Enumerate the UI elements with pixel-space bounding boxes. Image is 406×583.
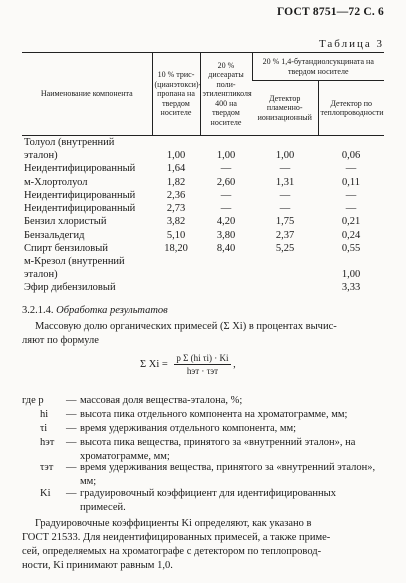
intro-line-2: ляют по формуле (22, 335, 99, 346)
value-c2: — (220, 189, 232, 201)
value-c4: 0,55 (341, 243, 361, 255)
value-c1: 2,36 (166, 189, 186, 201)
value-c2: 8,40 (216, 243, 236, 255)
value-c2: 1,00 (216, 150, 236, 161)
table-caption: Таблица 3 (318, 38, 384, 50)
component-name: Неидентифицированный (24, 203, 136, 215)
legend-dash: — (66, 462, 77, 473)
table-row (22, 162, 384, 175)
formula-lhs: Σ Xi = (140, 358, 168, 370)
closing-line-2: ГОСТ 21533. Для неидентифицированных примесей, а также приме- (22, 532, 331, 543)
value-c3: — (279, 189, 291, 201)
col-header-4: Детектор по теплопроводности (318, 81, 384, 136)
section-title: Обработка результатов (56, 305, 168, 316)
value-c3 (252, 255, 318, 281)
value-c3: — (279, 203, 291, 215)
legend-symbol: где p (22, 395, 44, 406)
group-header: 20 % 1,4-бутандиолсукцината на твердом носителе (252, 53, 384, 81)
legend-text: градуировочный коэффициент для идентифицированных примесей. (80, 488, 336, 513)
value-c1: 18,20 (164, 243, 188, 255)
value-c3: — (279, 163, 291, 175)
legend-dash: — (66, 423, 77, 434)
value-c4: — (345, 163, 357, 175)
table-row (22, 189, 384, 202)
col-header-3: Детектор пламенно-ионизационный (252, 81, 318, 136)
value-c1: 3,82 (166, 216, 186, 228)
intro-line-1: Массовую долю органических примесей (Σ Xi) в процентах вычис- (35, 321, 337, 332)
col-header-component: Наименование компонента (22, 53, 152, 136)
component-name: Неидентифицированный (24, 189, 136, 201)
value-c2: 4,20 (216, 216, 236, 228)
value-c3: 1,00 (275, 150, 295, 161)
component-name: Неидентифицированный (24, 163, 136, 175)
table-row (22, 242, 384, 255)
legend-dash: — (66, 437, 77, 448)
value-c2: — (220, 163, 232, 175)
table-row (22, 228, 384, 241)
value-c1 (152, 255, 200, 281)
closing-line-1: Градуировочные коэффициенты Ki определяют, как указано в (35, 518, 312, 529)
legend-text: высота пика вещества, принятого за «внутренний эталон», на хроматограмме, мм; (80, 437, 356, 462)
value-c3 (252, 281, 318, 294)
table-row (22, 175, 384, 188)
value-c4: 1,00 (341, 269, 361, 281)
value-c3: 1,75 (275, 216, 295, 228)
page-header: ГОСТ 8751—72 С. 6 (276, 6, 384, 18)
legend-symbol: hi (40, 409, 49, 420)
value-c3: 5,25 (275, 243, 295, 255)
value-c1: 1,00 (166, 150, 186, 161)
legend-text: время удерживания вещества, принятого за «внутренний эталон», мм; (80, 462, 376, 487)
value-c3: 2,37 (275, 229, 295, 241)
coefficients-table (22, 52, 384, 294)
table-row (22, 281, 384, 294)
legend-symbol: τэт (40, 462, 54, 473)
value-c4: 0,06 (341, 150, 361, 161)
value-c3: 1,31 (275, 176, 295, 188)
table-row (22, 136, 384, 163)
value-c2 (200, 255, 252, 281)
value-c2: — (220, 203, 232, 215)
value-c2: 3,80 (216, 229, 236, 241)
section-heading (22, 305, 168, 316)
component-name: Толуол (внутренний эталон) (24, 137, 115, 161)
formula-denominator: hэт · τэт (186, 366, 219, 376)
section-number: 3.2.1.4. (22, 305, 54, 316)
closing-line-3: сей, определяемых на хроматографе с детектором по теплопровод- (22, 546, 322, 557)
value-c1: 2,73 (166, 203, 186, 215)
legend-dash: — (66, 395, 77, 406)
value-c4: 3,33 (341, 282, 361, 294)
value-c2: 2,60 (216, 176, 236, 188)
value-c1: 1,82 (166, 176, 186, 188)
component-name: Эфир дибензиловый (24, 282, 116, 294)
closing-line-4: ности, Ki принимают равным 1,0. (22, 560, 173, 571)
value-c4: 0,11 (342, 176, 360, 188)
value-c4: — (345, 203, 357, 215)
formula-fraction (174, 353, 230, 376)
legend-symbol: Ki (40, 488, 51, 499)
component-name: м-Крезол (внутренний эталон) (24, 256, 125, 281)
legend-text: время удерживания отдельного компонента, мм; (80, 423, 297, 434)
value-c1 (152, 281, 200, 294)
value-c1: 1,64 (166, 163, 186, 175)
value-c4: — (345, 189, 357, 201)
formula-numerator: p Σ (hi τi) · Ki (176, 353, 229, 363)
table-row (22, 215, 384, 228)
legend-symbol: hэт (40, 437, 55, 448)
legend-symbol: τi (40, 423, 48, 434)
component-name: Бензальдегид (24, 229, 85, 241)
component-name: м-Хлортолуол (24, 176, 88, 188)
value-c2 (200, 281, 252, 294)
formula: Σ Xi = $\frac{\text{p Σ (hi τi) · Ki}}{\text{hэт · τэт}}$ , (140, 353, 236, 376)
component-name: Спирт бензиловый (24, 243, 108, 255)
legend-dash: — (66, 409, 77, 420)
table-row (22, 202, 384, 215)
legend-dash: — (66, 488, 77, 499)
table-row (22, 255, 384, 281)
component-name: Бензил хлористый (24, 216, 107, 228)
value-c1: 5,10 (166, 229, 186, 241)
col-header-2: 20 % дисеараты поли-этиленгликоля 400 на твердом носителе (200, 53, 252, 136)
legend-text: высота пика отдельного компонента на хроматограмме, мм; (80, 409, 348, 420)
legend-text: массовая доля вещества-эталона, %; (80, 395, 243, 406)
value-c4: 0,24 (341, 229, 361, 241)
value-c4: 0,21 (341, 216, 361, 228)
col-header-1: 10 % трис-(цианэтокси)-пропана на твердом носителе (152, 53, 200, 136)
